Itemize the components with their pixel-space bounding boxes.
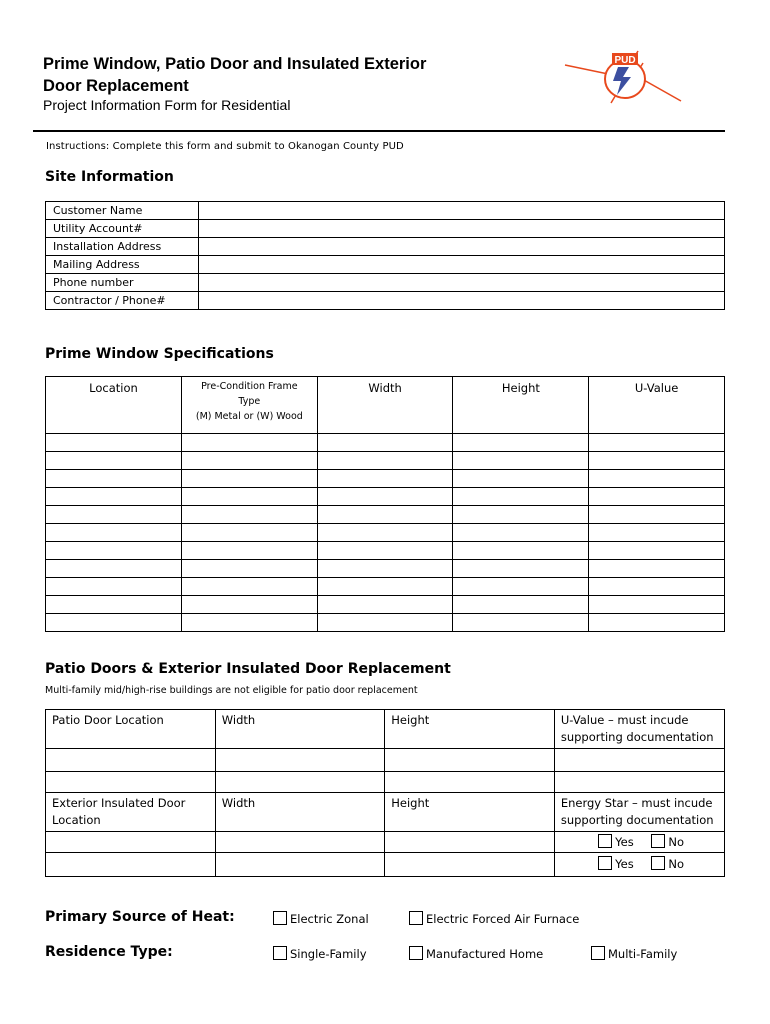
patio-cell[interactable] bbox=[554, 749, 724, 772]
no-checkbox[interactable] bbox=[651, 834, 665, 848]
form-title bbox=[43, 53, 483, 97]
option-manufactured-home[interactable] bbox=[409, 946, 543, 961]
exterior-cell[interactable] bbox=[385, 853, 555, 877]
prime-window-cell[interactable] bbox=[46, 452, 182, 470]
patio-doors-heading: Patio Doors & Exterior Insulated Door Replacement bbox=[45, 661, 451, 677]
prime-window-cell[interactable] bbox=[453, 434, 589, 452]
contractor-phone-field[interactable] bbox=[199, 292, 725, 310]
customer-name-field[interactable] bbox=[199, 202, 725, 220]
prime-window-cell[interactable] bbox=[317, 524, 453, 542]
patio-cell[interactable] bbox=[46, 772, 216, 793]
contractor-phone-label: Contractor / Phone# bbox=[46, 292, 199, 310]
patio-cell[interactable] bbox=[46, 749, 216, 772]
form-title-line1: Prime Window, Patio Door and Insulated Exterior bbox=[43, 55, 427, 73]
table-row bbox=[46, 274, 725, 292]
exterior-cell[interactable] bbox=[46, 853, 216, 877]
prime-window-cell[interactable] bbox=[317, 614, 453, 632]
col-energy-star: Energy Star – must incude supporting documentation bbox=[554, 793, 724, 832]
form-subtitle: Project Information Form for Residential bbox=[43, 97, 291, 113]
prime-window-cell[interactable] bbox=[589, 488, 725, 506]
prime-window-cell[interactable] bbox=[317, 506, 453, 524]
prime-window-cell[interactable] bbox=[46, 560, 182, 578]
prime-window-cell[interactable] bbox=[453, 578, 589, 596]
electric-zonal-checkbox[interactable] bbox=[273, 911, 287, 925]
installation-address-field[interactable] bbox=[199, 238, 725, 256]
col-patio-uvalue: U-Value – must incude supporting documentation bbox=[554, 710, 724, 749]
table-row bbox=[46, 488, 725, 506]
prime-window-cell[interactable] bbox=[181, 542, 317, 560]
heat-source-label: Primary Source of Heat: bbox=[45, 909, 235, 925]
table-row bbox=[46, 749, 725, 772]
exterior-cell[interactable] bbox=[385, 832, 555, 853]
no-label: No bbox=[668, 835, 684, 849]
exterior-cell[interactable] bbox=[215, 832, 385, 853]
prime-window-cell[interactable] bbox=[317, 542, 453, 560]
prime-window-cell[interactable] bbox=[317, 470, 453, 488]
col-patio-width: Width bbox=[215, 710, 385, 749]
prime-window-cell[interactable] bbox=[453, 524, 589, 542]
prime-window-cell[interactable] bbox=[181, 506, 317, 524]
table-row bbox=[46, 772, 725, 793]
installation-address-label: Installation Address bbox=[46, 238, 199, 256]
col-frame-type bbox=[181, 377, 317, 434]
prime-window-cell[interactable] bbox=[46, 578, 182, 596]
energy-star-choice bbox=[554, 853, 724, 877]
lightning-logo-icon bbox=[563, 45, 683, 107]
col-exterior-width: Width bbox=[215, 793, 385, 832]
prime-window-cell[interactable] bbox=[453, 488, 589, 506]
patio-cell[interactable] bbox=[385, 749, 555, 772]
prime-window-cell[interactable] bbox=[46, 506, 182, 524]
prime-window-cell[interactable] bbox=[317, 560, 453, 578]
manufactured-home-checkbox[interactable] bbox=[409, 946, 423, 960]
col-frame-line1: Pre-Condition Frame bbox=[201, 381, 298, 392]
site-info-table bbox=[45, 201, 725, 310]
manufactured-home-label: Manufactured Home bbox=[426, 947, 544, 961]
prime-window-cell[interactable] bbox=[453, 452, 589, 470]
prime-window-table bbox=[45, 376, 725, 632]
table-row bbox=[46, 220, 725, 238]
yes-checkbox[interactable] bbox=[598, 834, 612, 848]
table-row bbox=[46, 256, 725, 274]
prime-window-cell[interactable] bbox=[181, 470, 317, 488]
exterior-cell[interactable] bbox=[46, 832, 216, 853]
yes-label: Yes bbox=[615, 835, 634, 849]
electric-zonal-label: Electric Zonal bbox=[290, 912, 369, 926]
table-row bbox=[46, 202, 725, 220]
prime-window-cell[interactable] bbox=[181, 524, 317, 542]
prime-window-cell[interactable] bbox=[181, 452, 317, 470]
prime-window-cell[interactable] bbox=[453, 596, 589, 614]
multi-family-checkbox[interactable] bbox=[591, 946, 605, 960]
prime-window-cell[interactable] bbox=[46, 470, 182, 488]
instructions: Instructions: Complete this form and submit to Okanogan County PUD bbox=[46, 141, 404, 152]
col-patio-location: Patio Door Location bbox=[46, 710, 216, 749]
col-frame-line3: (M) Metal or (W) Wood bbox=[195, 411, 303, 422]
customer-name-label: Customer Name bbox=[46, 202, 199, 220]
prime-window-cell[interactable] bbox=[317, 596, 453, 614]
prime-window-cell[interactable] bbox=[589, 470, 725, 488]
prime-window-cell[interactable] bbox=[317, 488, 453, 506]
prime-window-cell[interactable] bbox=[181, 488, 317, 506]
table-row bbox=[46, 614, 725, 632]
prime-window-cell[interactable] bbox=[589, 542, 725, 560]
prime-window-cell[interactable] bbox=[589, 578, 725, 596]
prime-window-cell[interactable] bbox=[181, 434, 317, 452]
no-checkbox[interactable] bbox=[651, 856, 665, 870]
residence-type-label: Residence Type: bbox=[45, 944, 173, 960]
prime-window-cell[interactable] bbox=[453, 542, 589, 560]
table-row bbox=[46, 470, 725, 488]
forced-air-label: Electric Forced Air Furnace bbox=[426, 912, 580, 926]
option-multi-family[interactable] bbox=[591, 946, 677, 961]
prime-window-cell[interactable] bbox=[589, 614, 725, 632]
prime-window-cell[interactable] bbox=[46, 434, 182, 452]
prime-window-cell[interactable] bbox=[589, 596, 725, 614]
table-header-row bbox=[46, 710, 725, 749]
col-exterior-location: Exterior Insulated Door Location bbox=[46, 793, 216, 832]
prime-window-cell[interactable] bbox=[589, 506, 725, 524]
prime-window-cell[interactable] bbox=[317, 434, 453, 452]
table-row bbox=[46, 542, 725, 560]
table-row bbox=[46, 578, 725, 596]
prime-window-cell[interactable] bbox=[453, 506, 589, 524]
table-row bbox=[46, 853, 725, 877]
table-row bbox=[46, 292, 725, 310]
prime-window-cell[interactable] bbox=[181, 578, 317, 596]
mailing-address-label: Mailing Address bbox=[46, 256, 199, 274]
option-electric-zonal[interactable] bbox=[273, 911, 369, 926]
prime-window-cell[interactable] bbox=[317, 452, 453, 470]
table-row bbox=[46, 434, 725, 452]
prime-window-cell[interactable] bbox=[46, 614, 182, 632]
logo-text: PUD bbox=[614, 55, 636, 66]
col-exterior-height: Height bbox=[385, 793, 555, 832]
table-row bbox=[46, 832, 725, 853]
prime-window-cell[interactable] bbox=[46, 488, 182, 506]
option-forced-air[interactable] bbox=[409, 911, 579, 926]
table-row bbox=[46, 560, 725, 578]
patio-cell[interactable] bbox=[215, 749, 385, 772]
phone-number-field[interactable] bbox=[199, 274, 725, 292]
table-header-row bbox=[46, 793, 725, 832]
prime-window-cell[interactable] bbox=[453, 614, 589, 632]
multi-family-label: Multi-Family bbox=[608, 947, 678, 961]
prime-window-cell[interactable] bbox=[589, 434, 725, 452]
no-label: No bbox=[668, 857, 684, 871]
col-uvalue: U-Value bbox=[589, 377, 725, 434]
utility-account-field[interactable] bbox=[199, 220, 725, 238]
col-patio-height: Height bbox=[385, 710, 555, 749]
table-row bbox=[46, 524, 725, 542]
mailing-address-field[interactable] bbox=[199, 256, 725, 274]
table-row bbox=[46, 238, 725, 256]
col-height: Height bbox=[453, 377, 589, 434]
prime-window-cell[interactable] bbox=[46, 596, 182, 614]
col-width: Width bbox=[317, 377, 453, 434]
form-title-line2: Door Replacement bbox=[43, 77, 189, 95]
option-single-family[interactable] bbox=[273, 946, 367, 961]
col-frame-line2: Type bbox=[238, 396, 261, 407]
utility-account-label: Utility Account# bbox=[46, 220, 199, 238]
site-info-heading: Site Information bbox=[45, 169, 174, 185]
patio-cell[interactable] bbox=[385, 772, 555, 793]
table-row bbox=[46, 506, 725, 524]
prime-window-heading: Prime Window Specifications bbox=[45, 346, 274, 362]
prime-window-cell[interactable] bbox=[589, 452, 725, 470]
col-location: Location bbox=[46, 377, 182, 434]
forced-air-checkbox[interactable] bbox=[409, 911, 423, 925]
table-header-row bbox=[46, 377, 725, 434]
yes-checkbox[interactable] bbox=[598, 856, 612, 870]
patio-note: Multi-family mid/high-rise buildings are not eligible for patio door replacement bbox=[45, 685, 418, 696]
yes-label: Yes bbox=[615, 857, 634, 871]
energy-star-choice bbox=[554, 832, 724, 853]
prime-window-cell[interactable] bbox=[46, 524, 182, 542]
prime-window-cell[interactable] bbox=[589, 560, 725, 578]
prime-window-cell[interactable] bbox=[181, 614, 317, 632]
table-row bbox=[46, 596, 725, 614]
prime-window-cell[interactable] bbox=[453, 470, 589, 488]
patio-door-table bbox=[45, 709, 725, 877]
table-row bbox=[46, 452, 725, 470]
patio-cell[interactable] bbox=[554, 772, 724, 793]
patio-cell[interactable] bbox=[215, 772, 385, 793]
prime-window-cell[interactable] bbox=[453, 560, 589, 578]
prime-window-cell[interactable] bbox=[181, 596, 317, 614]
single-family-label: Single-Family bbox=[290, 947, 367, 961]
prime-window-cell[interactable] bbox=[181, 560, 317, 578]
phone-number-label: Phone number bbox=[46, 274, 199, 292]
header-divider bbox=[33, 130, 725, 132]
pud-logo bbox=[563, 45, 683, 107]
prime-window-cell[interactable] bbox=[589, 524, 725, 542]
single-family-checkbox[interactable] bbox=[273, 946, 287, 960]
prime-window-cell[interactable] bbox=[46, 542, 182, 560]
exterior-cell[interactable] bbox=[215, 853, 385, 877]
prime-window-cell[interactable] bbox=[317, 578, 453, 596]
